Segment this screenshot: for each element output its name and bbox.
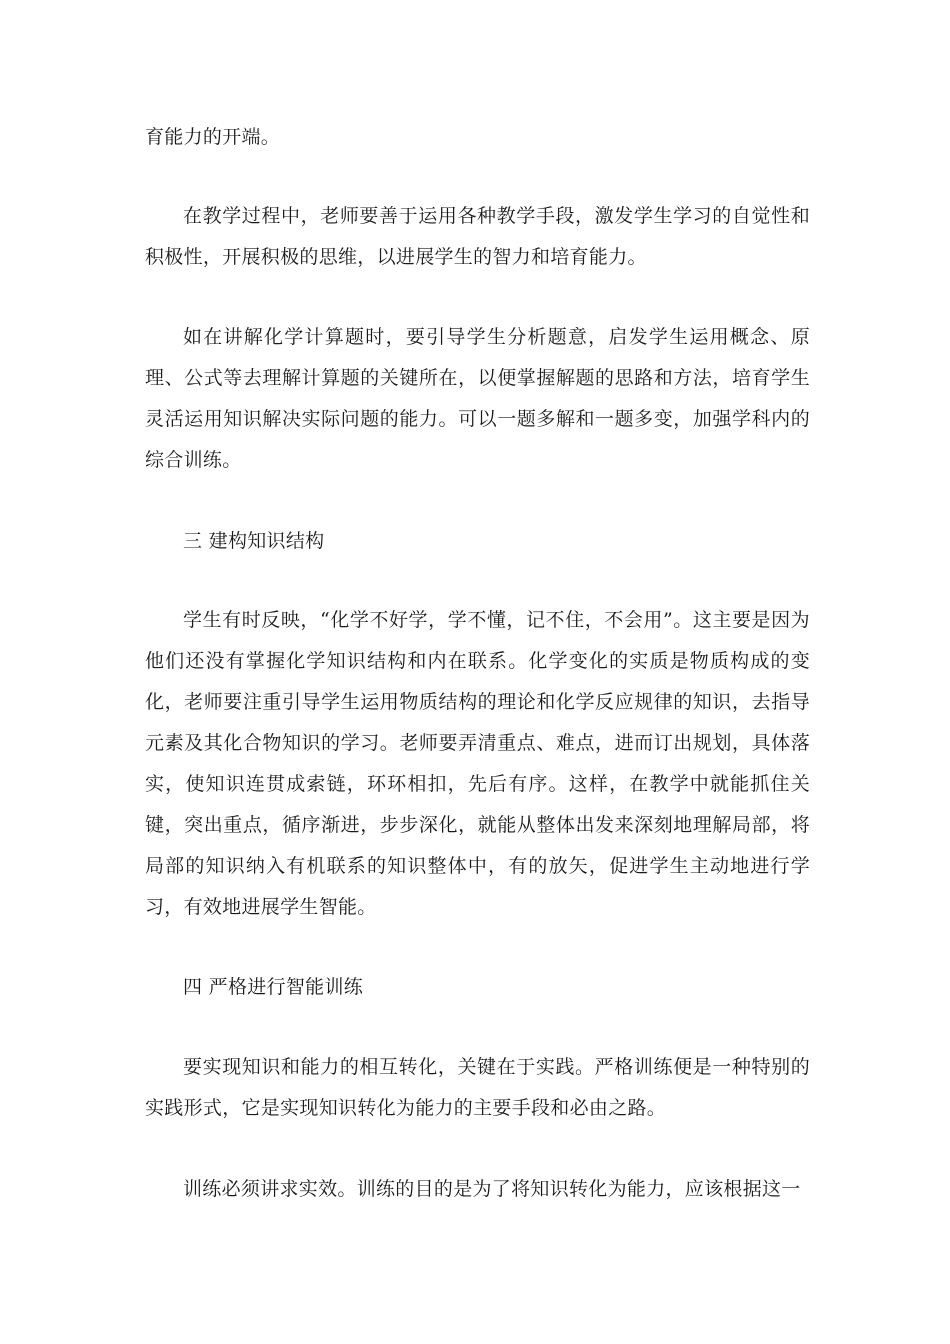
paragraph-teaching-process: 在教学过程中，老师要善于运用各种教学手段，激发学生学习的自觉性和积极性，开展积极的思维，以进展学生的智力和培育能力。	[145, 205, 810, 268]
section-heading-knowledge-structure: 三 建构知识结构	[183, 530, 325, 552]
paragraph-knowledge-structure: 学生有时反映，“化学不好学，学不懂，记不住，不会用”。这主要是因为他们还没有掌握化学知识结构和内在联系。化学变化的实质是物质构成的变化，老师要注重引导学生运用物质结构的理论和化学反应规律的知识，去指导元素及其化合物知识的学习。老师要弄清重点、难点，进而订出规划，具体落实，使知识连贯成索链，环环相扣，先后有序。这样，在教学中就能抓住关键，突出重点，循序渐进，步步深化，就能从整体出发来深刻地理解局部，将局部的知识纳入有机联系的知识整体中，有的放矢，促进学生主动地进行学习，有效地进展学生智能。	[145, 609, 810, 918]
paragraph-calculation-example: 如在讲解化学计算题时，要引导学生分析题意，启发学生运用概念、原理、公式等去理解计算题的关键所在，以便掌握解题的思路和方法，培育学生灵活运用知识解决实际问题的能力。可以一题多解和一题多变，加强学科内的综合训练。	[145, 326, 810, 471]
paragraph-practice: 要实现知识和能力的相互转化，关键在于实践。严格训练便是一种特别的实践形式，它是实现知识转化为能力的主要手段和必由之路。	[145, 1056, 810, 1119]
section-heading-intelligence-training: 四 严格进行智能训练	[183, 976, 364, 998]
paragraph-training-effectiveness: 训练必须讲求实效。训练的目的是为了将知识转化为能力，应该根据这一	[183, 1178, 801, 1200]
paragraph-continuation: 育能力的开端。	[145, 126, 281, 148]
